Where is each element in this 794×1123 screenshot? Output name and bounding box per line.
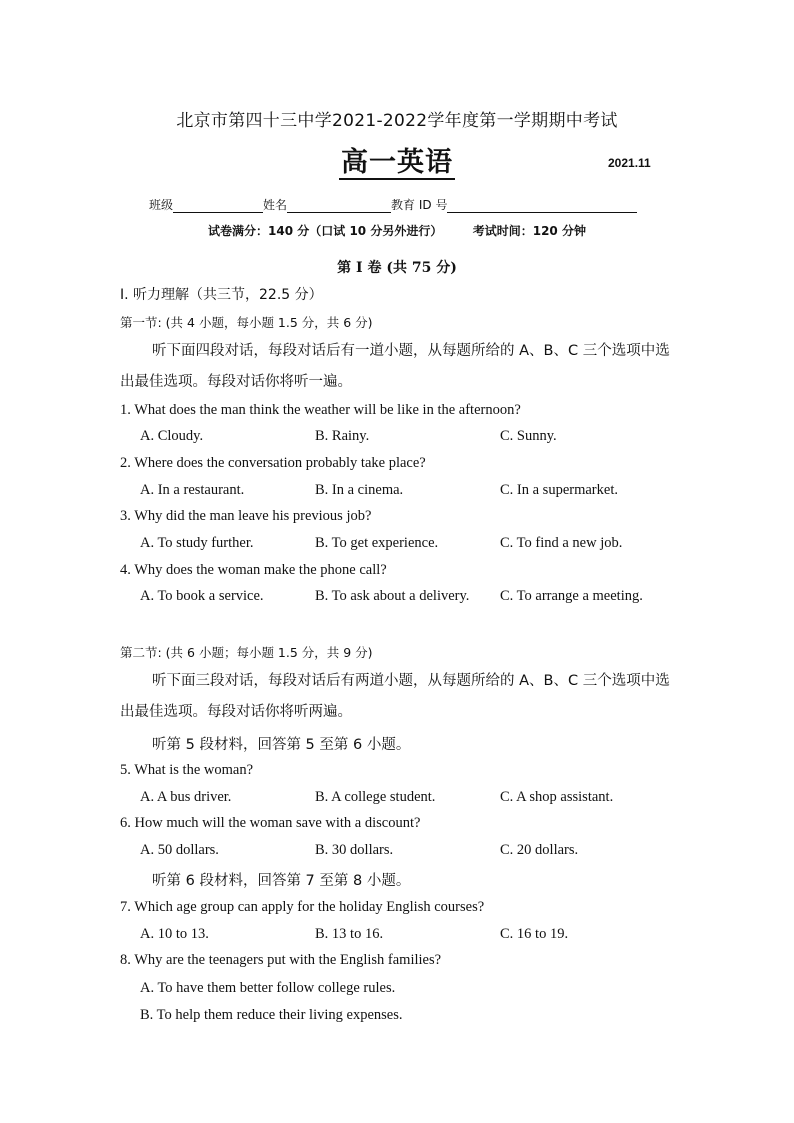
section2-instruction: 听下面三段对话，每段对话后有两道小题，从每题所给的 A、B、C 三个选项中选出最佳选项。每段对话你将听两遍。 [120, 673, 670, 720]
question-5-option-a: A. A bus driver. [140, 789, 232, 805]
id-label: 教育 ID 号 [391, 198, 448, 212]
question-1-option-b: B. Rainy. [315, 428, 370, 444]
subject-title [0, 140, 794, 179]
question-7-option-b: B. 13 to 16. [315, 926, 384, 942]
question-1-option-a: A. Cloudy. [140, 428, 204, 444]
question-8-stem: 8. Why are the teenagers put with the English families? [120, 952, 442, 968]
question-2-option-b: B. In a cinema. [315, 482, 404, 498]
name-label: 姓名 [263, 198, 288, 212]
material-6-instruction: 听第 6 段材料，回答第 7 至第 8 小题。 [152, 873, 411, 889]
student-info-row [149, 196, 637, 213]
question-2-option-c: C. In a supermarket. [500, 482, 618, 498]
question-4-stem: 4. Why does the woman make the phone call? [120, 562, 387, 578]
question-1-option-c: C. Sunny. [500, 428, 557, 444]
question-6-stem: 6. How much will the woman save with a discount? [120, 815, 421, 831]
section1-heading: 第一节: (共 4 小题，每小题 1.5 分，共 6 分) [120, 315, 373, 330]
question-2-option-a: A. In a restaurant. [140, 482, 245, 498]
question-7-option-c: C. 16 to 19. [500, 926, 569, 942]
id-field[interactable] [447, 198, 637, 213]
score-info: 试卷满分：140 分（口试 10 分另外进行） [208, 224, 443, 238]
material-5-instruction: 听第 5 段材料，回答第 5 至第 6 小题。 [152, 737, 411, 753]
question-3-option-b: B. To get experience. [315, 535, 439, 551]
time-info: 考试时间：120 分钟 [472, 224, 586, 238]
question-4-option-a: A. To book a service. [140, 588, 264, 604]
question-5-option-b: B. A college student. [315, 789, 436, 805]
listening-section-heading: I. 听力理解（共三节，22.5 分） [120, 287, 323, 303]
question-5-stem: 5. What is the woman? [120, 762, 254, 778]
section1-instruction: 听下面四段对话，每段对话后有一道小题，从每题所给的 A、B、C 三个选项中选出最佳选项。每段对话你将听一遍。 [120, 343, 670, 390]
question-8-option-b: B. To help them reduce their living expenses. [140, 1007, 403, 1023]
question-3-stem: 3. Why did the man leave his previous job? [120, 508, 372, 524]
name-field[interactable] [287, 198, 391, 213]
question-3-option-a: A. To study further. [140, 535, 254, 551]
question-2-stem: 2. Where does the conversation probably take place? [120, 455, 426, 471]
question-7-stem: 7. Which age group can apply for the holiday English courses? [120, 899, 485, 915]
section2-heading: 第二节: (共 6 小题；每小题 1.5 分，共 9 分) [120, 645, 373, 660]
subject-title-text: 高一英语 [341, 147, 453, 178]
question-5-option-c: C. A shop assistant. [500, 789, 614, 805]
question-8-option-a: A. To have them better follow college rules. [140, 980, 396, 996]
question-4-option-c: C. To arrange a meeting. [500, 588, 643, 604]
class-field[interactable] [173, 198, 263, 213]
question-3-option-c: C. To find a new job. [500, 535, 623, 551]
class-label: 班级 [149, 198, 174, 212]
question-6-option-b: B. 30 dollars. [315, 842, 394, 858]
question-6-option-c: C. 20 dollars. [500, 842, 579, 858]
score-time-info [0, 222, 794, 239]
school-exam-title: 北京市第四十三中学2021-2022学年度第一学期期中考试 [176, 111, 618, 131]
question-6-option-a: A. 50 dollars. [140, 842, 219, 858]
question-1-stem: 1. What does the man think the weather will be like in the afternoon? [120, 402, 521, 418]
question-7-option-a: A. 10 to 13. [140, 926, 209, 942]
question-4-option-b: B. To ask about a delivery. [315, 588, 470, 604]
exam-date: 2021.11 [608, 156, 651, 170]
part-title: 第 I 卷 (共 75 分) [337, 260, 457, 276]
